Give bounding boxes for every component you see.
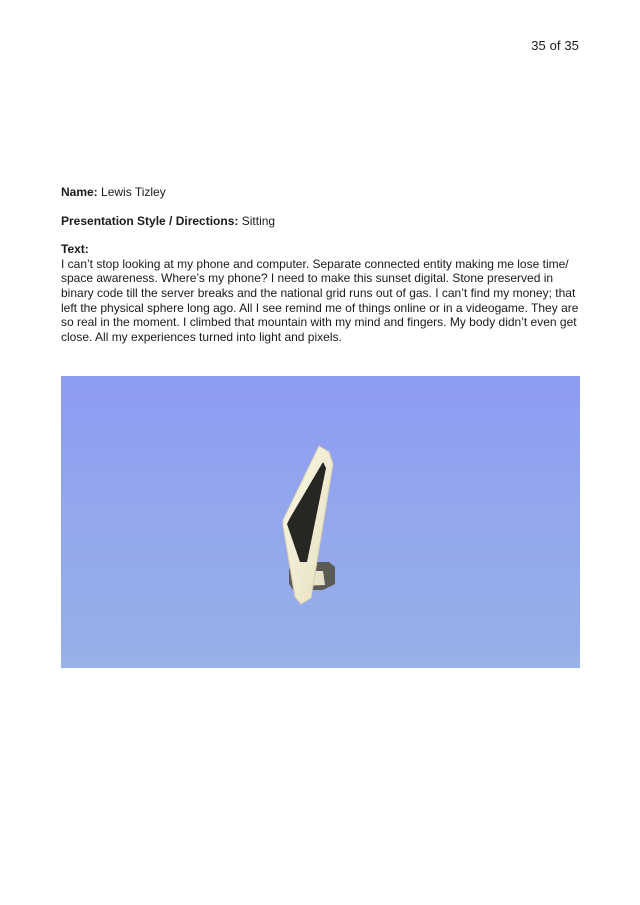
page-number: 35 of 35 — [531, 38, 579, 53]
presentation-style-label: Presentation Style / Directions: — [61, 213, 239, 228]
monitor-illustration — [61, 376, 580, 668]
name-value: Lewis Tizley — [101, 185, 166, 199]
name-field — [61, 185, 581, 200]
presentation-style-field — [61, 214, 581, 229]
script-entry — [61, 185, 581, 358]
text-field — [61, 242, 581, 344]
text-label: Text: — [61, 242, 89, 257]
presentation-style-value: Sitting — [241, 213, 276, 228]
text-body: I can’t stop looking at my phone and computer. Separate connected entity making me lose time/ space awareness. Where’s my phone? I need to make this sunset digital. Stone preserved in binary code till the server breaks and the national grid runs out of gas. I can’t find my money; that left the physical sphere long ago. All I see remind me of things online or in a videogame. They are so real in the moment. I climbed that mountain with my mind and fingers. My body didn’t even get close. All my experiences turned into light and pixels. — [61, 256, 579, 344]
name-label: Name: — [61, 185, 98, 199]
monitor-icon — [61, 376, 580, 668]
